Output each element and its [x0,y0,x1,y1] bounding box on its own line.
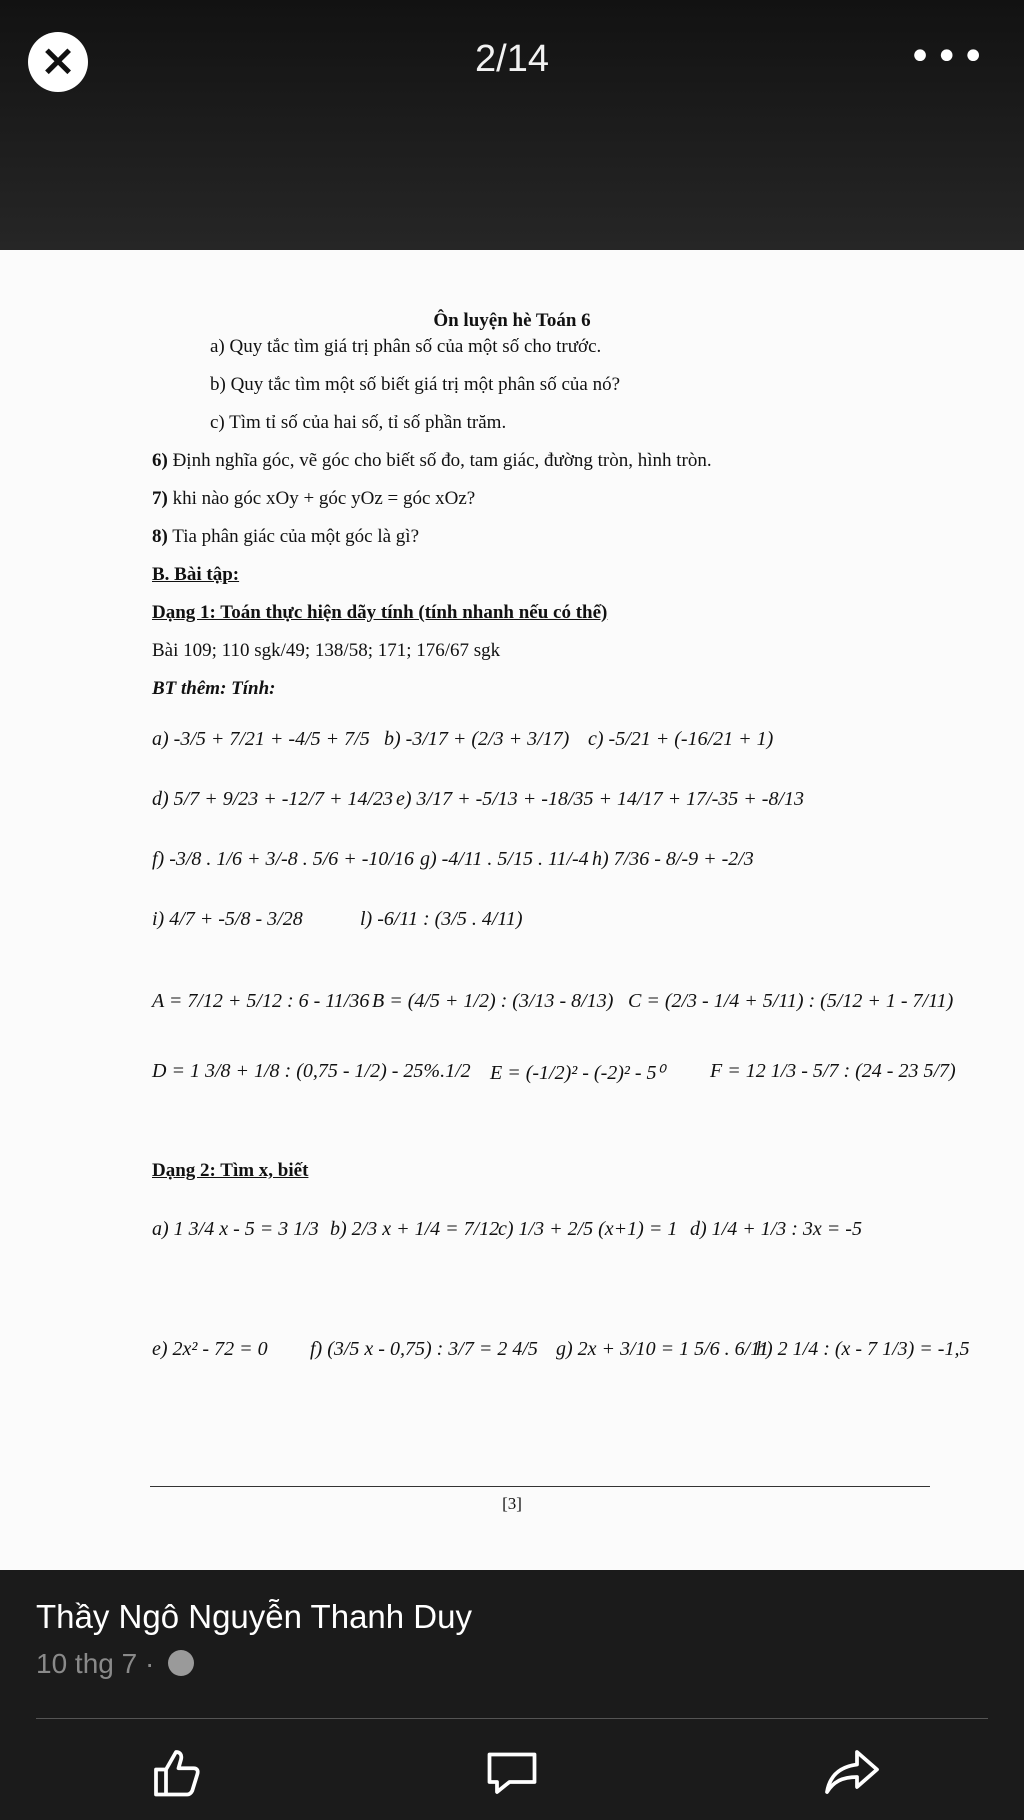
post-date: 10 thg 7 · [36,1648,155,1679]
question-number: 6) [152,450,168,471]
author-name[interactable]: Thầy Ngô Nguyễn Thanh Duy [36,1598,472,1635]
section-heading: B. Bài tập: [152,564,240,585]
math-expression: d) 1/4 + 1/3 : 3x = -5 [690,1218,862,1240]
math-expression: e) 2x² - 72 = 0 [152,1338,268,1360]
question-8 [152,526,419,548]
question-text: Định nghĩa góc, vẽ góc cho biết số đo, tam giác, đường tròn, hình tròn. [172,450,712,471]
globe-icon [168,1650,194,1676]
math-expression: b) 2/3 x + 1/4 = 7/12 [330,1218,500,1240]
math-expression: a) -3/5 + 7/21 + -4/5 + 7/5 [152,728,370,750]
question-text: khi nào góc xOy + góc yOz = góc xOz? [172,488,476,509]
close-button[interactable]: × [28,32,88,92]
math-expression: c) 1/3 + 2/5 (x+1) = 1 [498,1218,678,1240]
viewer-header [0,0,1024,250]
question-7 [152,488,475,510]
math-expression: E = (-1/2)² - (-2)² - 5⁰ [490,1062,665,1084]
math-expression: g) -4/11 . 5/15 . 11/-4 [420,848,589,870]
document-title: Ôn luyện hè Toán 6 [433,310,591,331]
comment-icon [482,1742,542,1802]
math-expression: h) 7/36 - 8/-9 + -2/3 [592,848,754,870]
section-heading: Dạng 2: Tìm x, biết [152,1160,309,1181]
comment-button[interactable] [482,1742,542,1802]
math-expression: g) 2x + 3/10 = 1 5/6 . 6/11 [556,1338,769,1360]
question-6 [152,450,712,472]
math-expression: f) -3/8 . 1/6 + 3/-8 . 5/6 + -10/16 [152,848,414,870]
share-icon [822,1742,882,1802]
math-expression: F = 12 1/3 - 5/7 : (24 - 23 5/7) [710,1060,956,1082]
math-expression: a) 1 3/4 x - 5 = 3 1/3 [152,1218,319,1240]
math-expression: l) -6/11 : (3/5 . 4/11) [360,908,523,930]
page-counter: 2/14 [475,38,549,80]
theory-line: a) Quy tắc tìm giá trị phân số của một số cho trước. [210,336,602,357]
page-number: [3] [502,1494,522,1513]
math-expression: h) 2 1/4 : (x - 7 1/3) = -1,5 [756,1338,970,1360]
theory-line: c) Tìm tỉ số của hai số, tỉ số phần trăm. [210,412,507,433]
question-number: 7) [152,488,168,509]
theory-line: b) Quy tắc tìm một số biết giá trị một phân số của nó? [210,374,621,395]
thumbs-up-icon [146,1742,206,1802]
post-meta [36,1648,194,1680]
more-options-button[interactable]: ••• [908,34,988,80]
math-expression: A = 7/12 + 5/12 : 6 - 11/36 [152,990,370,1012]
post-footer [0,1570,1024,1820]
footer-divider [36,1718,988,1719]
math-expression: e) 3/17 + -5/13 + -18/35 + 14/17 + 17/-35 + -8/13 [396,788,804,810]
math-expression: b) -3/17 + (2/3 + 3/17) [384,728,570,750]
math-expression: B = (4/5 + 1/2) : (3/13 - 8/13) [372,990,614,1012]
math-expression: c) -5/21 + (-16/21 + 1) [588,728,774,750]
like-button[interactable] [146,1742,206,1802]
math-expression: f) (3/5 x - 0,75) : 3/7 = 2 4/5 [310,1338,538,1360]
exercise-references: Bài 109; 110 sgk/49; 138/58; 171; 176/67 sgk [152,640,501,661]
share-button[interactable] [822,1742,882,1802]
math-expression: D = 1 3/8 + 1/8 : (0,75 - 1/2) - 25%.1/2 [152,1060,471,1082]
question-text: Tia phân giác của một góc là gì? [172,526,420,547]
math-expression: i) 4/7 + -5/8 - 3/28 [152,908,303,930]
math-expression: C = (2/3 - 1/4 + 5/11) : (5/12 + 1 - 7/11) [628,990,954,1012]
section-heading: Dạng 1: Toán thực hiện dãy tính (tính nhanh nếu có thể) [152,602,608,623]
document-page [0,250,1024,1570]
extra-exercises-heading: BT thêm: Tính: [152,678,276,699]
math-expression: d) 5/7 + 9/23 + -12/7 + 14/23 [152,788,394,810]
page-divider [150,1486,930,1487]
question-number: 8) [152,526,168,547]
